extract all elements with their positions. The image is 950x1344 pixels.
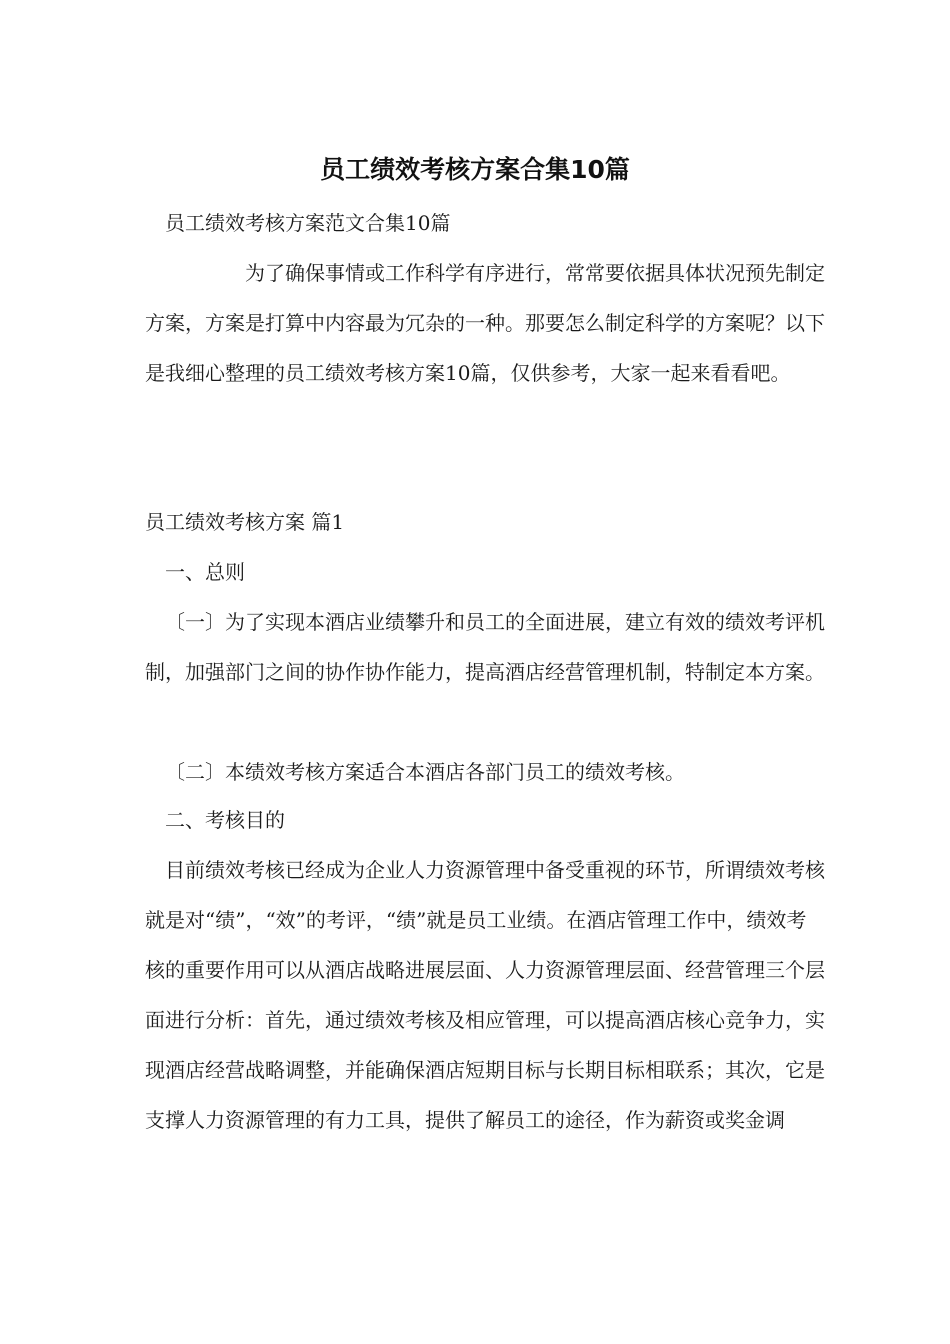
paragraph-general-1: 〔一〕为了实现本酒店业绩攀升和员工的全面进展，建立有效的绩效考评机制，加强部门之间的协作协作能力，提高酒店经营管理机制，特制定本方案。 xyxy=(145,610,825,684)
intro-paragraph: 为了确保事情或工作科学有序进行，常常要依据具体状况预先制定方案，方案是打算中内容最为冗杂的一种。那要怎么制定科学的方案呢？以下是我细心整理的员工绩效考核方案10篇，仅供参考，大家一起来看看吧。 xyxy=(145,261,825,385)
paragraph-purpose: 目前绩效考核已经成为企业人力资源管理中备受重视的环节，所谓绩效考核就是对“绩”，“效”的考评，“绩”就是员工业绩。在酒店管理工作中，绩效考核的重要作用可以从酒店战略进展层面、人力资源管理层面、经营管理三个层面进行分析：首先，通过绩效考核及相应管理，可以提高酒店核心竞争力，实现酒店经营战略调整，并能确保酒店短期目标与长期目标相联系；其次，它是支撑人力资源管理的有力工具，提供了解员工的途径，作为薪资或奖金调 xyxy=(145,858,825,1132)
document-subtitle: 员工绩效考核方案范文合集10篇 xyxy=(165,211,451,235)
paragraph-general-2: 〔二〕本绩效考核方案适合本酒店各部门员工的绩效考核。 xyxy=(165,760,685,784)
article-heading: 员工绩效考核方案 篇1 xyxy=(145,510,345,534)
document-title: 员工绩效考核方案合集10篇 xyxy=(320,155,630,184)
section-heading-general: 一、总则 xyxy=(165,560,245,584)
section-heading-purpose: 二、考核目的 xyxy=(165,808,285,832)
